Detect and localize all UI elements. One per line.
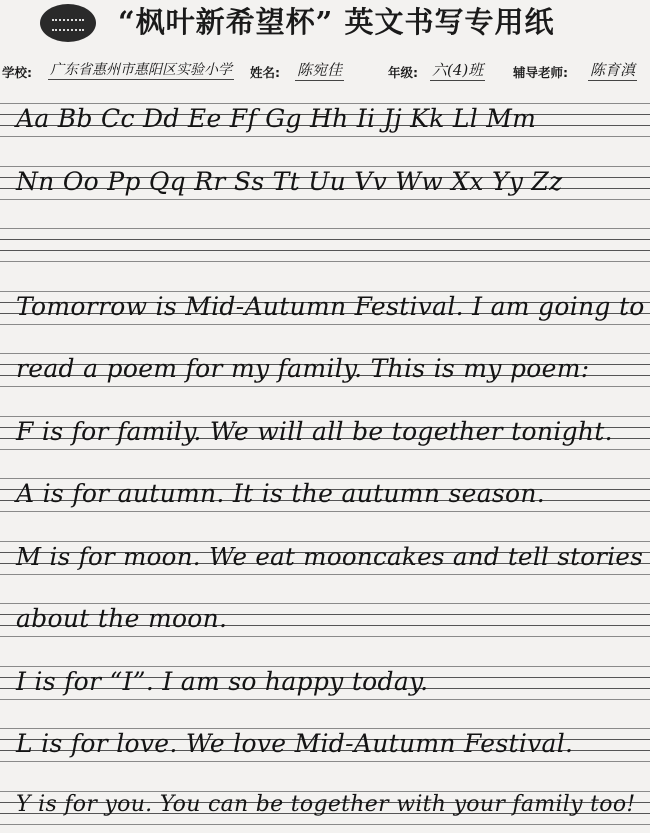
- teacher-label: 辅导老师:: [513, 65, 568, 80]
- handwritten-line: Nn Oo Pp Qq Rr Ss Tt Uu Vv Ww Xx Yy Zz: [16, 166, 563, 196]
- ruled-line: [0, 261, 650, 262]
- school-label: 学校:: [2, 65, 32, 80]
- ruled-line: [0, 574, 650, 575]
- ruled-line: [0, 824, 650, 825]
- name-label: 姓名:: [250, 65, 280, 80]
- handwritten-line: Aa Bb Cc Dd Ee Ff Gg Hh Ii Jj Kk Ll Mm: [16, 104, 537, 133]
- handwritten-line: about the moon.: [16, 604, 228, 633]
- ruled-line: [0, 239, 650, 240]
- handwritten-line: Y is for you. You can be together with your family too!: [16, 791, 636, 817]
- handwritten-line: F is for family. We will all be together tonight.: [16, 416, 613, 446]
- ruled-line: [0, 199, 650, 200]
- ruled-line: [0, 386, 650, 387]
- ruled-line: [0, 636, 650, 637]
- handwritten-line: Tomorrow is Mid-Autumn Festival. I am going to: [16, 291, 645, 321]
- page-title: “枫叶新希望杯” 英文书写专用纸: [118, 5, 555, 39]
- logo-seal-icon: [40, 4, 96, 42]
- handwritten-line: L is for love. We love Mid-Autumn Festival.: [16, 729, 574, 758]
- handwritten-line: M is for moon. We eat mooncakes and tell stories: [16, 541, 644, 571]
- handwritten-line: I is for “I”. I am so happy today.: [16, 666, 429, 696]
- ruled-line: [0, 449, 650, 450]
- ruled-line: [0, 511, 650, 512]
- handwritten-line: A is for autumn. It is the autumn season.: [16, 479, 546, 508]
- ruled-line: [0, 250, 650, 251]
- ruled-line: [0, 136, 650, 137]
- name-value: 陈宛佳: [297, 61, 343, 79]
- grade-value: 六(4)班: [432, 61, 484, 79]
- grade-label: 年级:: [388, 65, 418, 80]
- school-value: 广东省惠州市惠阳区实验小学: [48, 59, 234, 80]
- student-info-row: [0, 63, 650, 85]
- ruled-line: [0, 228, 650, 229]
- handwritten-line: read a poem for my family. This is my poem:: [16, 354, 590, 383]
- ruled-line: [0, 699, 650, 700]
- ruled-line: [0, 761, 650, 762]
- ruled-line: [0, 324, 650, 325]
- teacher-value: 陈育滇: [590, 61, 636, 79]
